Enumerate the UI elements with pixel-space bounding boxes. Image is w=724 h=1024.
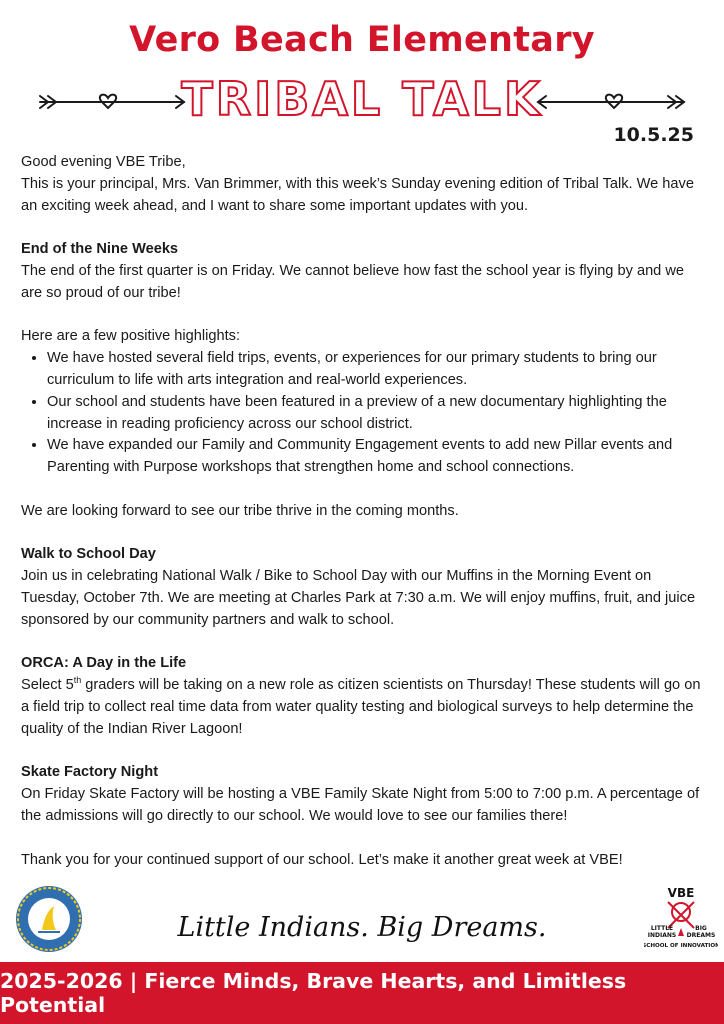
motto-bar xyxy=(0,962,724,1024)
list-item: • We have hosted several field trips, events, or experiences for our primary students to bring our curriculum to life with arts integration and real-world experiences. xyxy=(47,348,709,392)
intro-text: This is your principal, Mrs. Van Brimmer, with this week’s Sunday evening edition of Tribal Talk. We have an exciting week ahead, and I want to share some important updates with you. xyxy=(21,175,694,214)
svg-text:SCHOOL OF INNOVATION: SCHOOL OF INNOVATION xyxy=(644,943,718,949)
highlights-intro: Here are a few positive highlights: xyxy=(21,328,241,345)
walk-day-heading: Walk to School Day xyxy=(21,546,156,563)
newsletter-title: TRIBAL TALK xyxy=(181,72,543,126)
svg-text:DREAMS: DREAMS xyxy=(686,932,716,939)
skate-text: On Friday Skate Factory will be hosting a VBE Family Skate Night from 5:00 to 7:00 p.m. A percentage of the admissions will go directly to our school. We would love to see our families there! xyxy=(21,786,700,824)
svg-text:INDIANS: INDIANS xyxy=(647,932,677,939)
closing-text: Thank you for your continued support of our school. Let’s make it another great week at VBE! xyxy=(21,851,623,868)
vbe-school-logo xyxy=(644,884,718,954)
highlights-list xyxy=(21,348,709,479)
school-name: Vero Beach Elementary xyxy=(129,20,595,60)
nine-weeks-text: The end of the first quarter is on Friday. We cannot believe how fast the school year is flying by and we are so proud of our tribe! xyxy=(21,262,685,301)
tagline: Little Indians. Big Dreams. xyxy=(177,912,547,943)
nine-weeks-heading: End of the Nine Weeks xyxy=(21,241,179,258)
svg-text:VBE: VBE xyxy=(667,886,695,900)
list-item: • Our school and students have been featured in a preview of a new documentary highlighting the increase in reading proficiency across our school district. xyxy=(47,392,709,436)
newsletter-body xyxy=(21,152,709,871)
svg-text:BIG: BIG xyxy=(695,925,707,932)
greeting: Good evening VBE Tribe, xyxy=(21,154,186,170)
issue-date: 10.5.25 xyxy=(613,124,694,146)
skate-heading: Skate Factory Night xyxy=(21,764,159,781)
walk-day-text: Join us in celebrating National Walk / Bike to School Day with our Muffins in the Morning Event on Tuesday, October 7th. We are meeting at Charles Park at 7:30 a.m. We will enjoy muffins, fruit, and juice sponsored by our community partners and walk to school. xyxy=(21,568,696,628)
orca-text: Select 5th graders will be taking on a new role as citizen scientists on Thursday! These students will go on a field trip to collect real time data from water quality testing and biological surveys to help determine the quality of the Indian River Lagoon! xyxy=(21,675,701,737)
motto-text: 2025-2026 | Fierce Minds, Brave Hearts, and Limitless Potential xyxy=(0,969,627,1017)
list-item: • We have expanded our Family and Community Engagement events to add new Pillar events and Parenting with Purpose workshops that strengthen home and school connections. xyxy=(47,435,709,479)
svg-text:LITTLE: LITTLE xyxy=(650,925,674,932)
nine-weeks-closing: We are looking forward to see our tribe thrive in the coming months. xyxy=(21,502,459,519)
orca-heading: ORCA: A Day in the Life xyxy=(21,655,187,672)
